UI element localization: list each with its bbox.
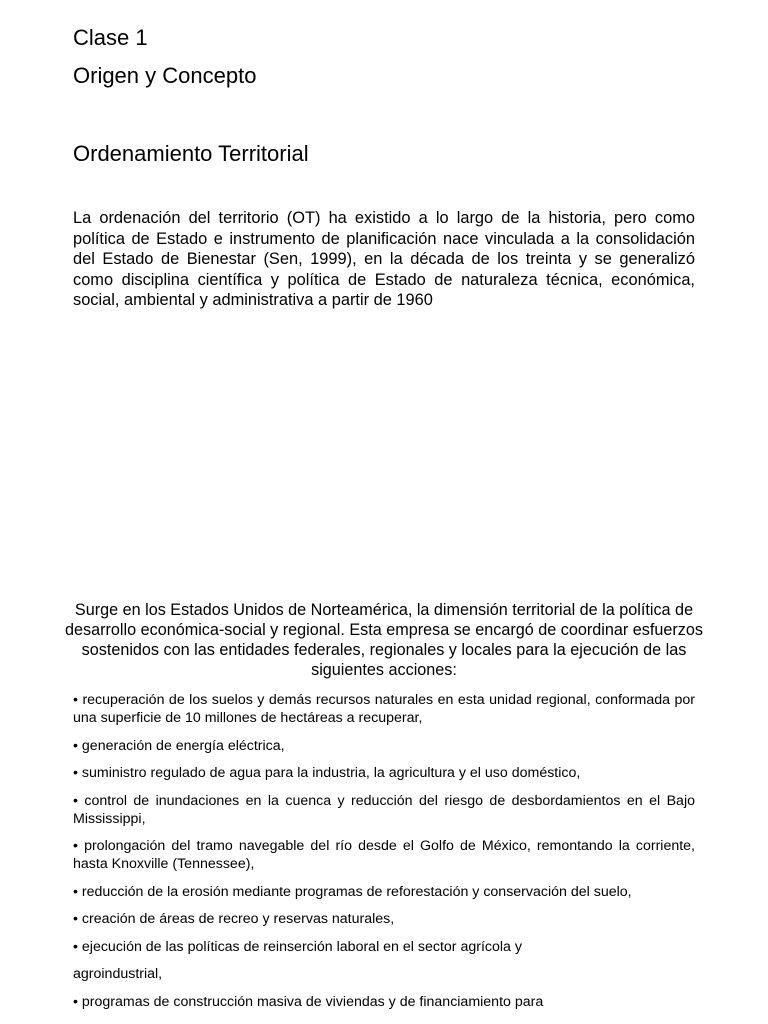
topic-title: Ordenamiento Territorial	[73, 141, 309, 166]
surge-paragraph: Surge en los Estados Unidos de Norteamérica, la dimensión territorial de la política de desarrollo económica-social y regional. Esta empresa se encargó de coordinar esfuerzos sostenidos con las entidades federales, regionales y locales para la ejecución de las siguientes acciones:	[65, 601, 703, 679]
list-item: • creación de áreas de recreo y reservas naturales,	[73, 911, 395, 927]
list-item: • suministro regulado de agua para la industria, la agricultura y el uso doméstico,	[73, 765, 581, 781]
list-item: • prolongación del tramo navegable del río desde el Golfo de México, remontando la corriente, hasta Knoxville (Tennessee),	[73, 838, 695, 872]
list-item: • reducción de la erosión mediante programas de reforestación y conservación del suelo,	[73, 883, 632, 900]
intro-paragraph: La ordenación del territorio (OT) ha existido a lo largo de la historia, pero como política de Estado e instrumento de planificación nace vinculada a la consolidación del Estado de Bienestar (Sen, 1999), en la década de los treinta y se generalizó como disciplina científica y política de Estado de naturaleza técnica, económica, social, ambiental y administrativa a partir de 1960	[73, 209, 695, 309]
list-item: • programas de construcción masiva de viviendas y de financiamiento para	[73, 993, 544, 1010]
list-item: • control de inundaciones en la cuenca y reducción del riesgo de desbordamientos en el Bajo Mississippi,	[73, 792, 695, 827]
actions-list	[73, 691, 695, 1020]
list-item: • recuperación de los suelos y demás recursos naturales en esta unidad regional, conformada por una superficie de 10 millones de hectáreas a recuperar,	[73, 692, 695, 726]
class-title: Clase 1	[73, 25, 148, 50]
list-item: • ejecución de las políticas de reinserción laboral en el sector agrícola y	[73, 938, 522, 955]
list-item: agroindustrial,	[73, 966, 163, 982]
section-title: Origen y Concepto	[73, 63, 257, 88]
list-item: • generación de energía eléctrica,	[73, 737, 285, 754]
